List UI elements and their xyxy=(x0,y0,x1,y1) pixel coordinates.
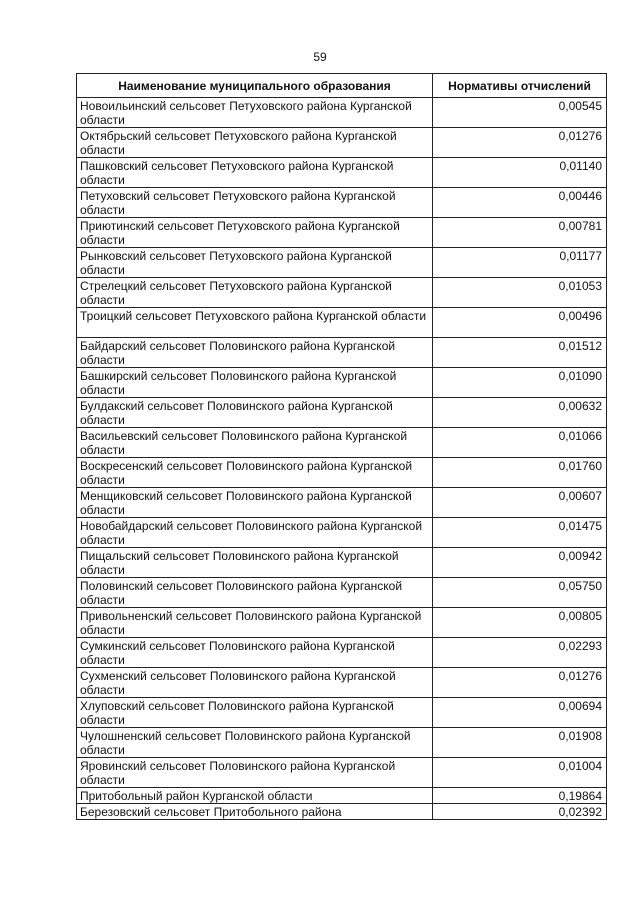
table-row xyxy=(77,668,607,698)
table-row xyxy=(77,128,607,158)
deduction-norm: 0,01276 xyxy=(433,128,607,158)
table-row xyxy=(77,428,607,458)
table-row xyxy=(77,308,607,338)
table-row xyxy=(77,218,607,248)
table-row xyxy=(77,398,607,428)
deduction-norm: 0,01140 xyxy=(433,158,607,188)
deduction-norm: 0,01066 xyxy=(433,428,607,458)
deduction-norm: 0,01090 xyxy=(433,368,607,398)
table-row xyxy=(77,548,607,578)
deduction-norm: 0,00694 xyxy=(433,698,607,728)
municipality-name: Октябрьский сельсовет Петуховского района Курганской области xyxy=(77,128,433,158)
deduction-norm: 0,05750 xyxy=(433,578,607,608)
table-header-row xyxy=(77,74,607,98)
deduction-norm: 0,00805 xyxy=(433,608,607,638)
table-row xyxy=(77,188,607,218)
municipality-name: Пищальский сельсовет Половинского района Курганской области xyxy=(77,548,433,578)
header-deduction-norms: Нормативы отчислений xyxy=(433,74,607,98)
table-row xyxy=(77,698,607,728)
municipality-name: Половинский сельсовет Половинского района Курганской области xyxy=(77,578,433,608)
deduction-norm: 0,01908 xyxy=(433,728,607,758)
header-municipality-name: Наименование муниципального образования xyxy=(77,74,433,98)
deduction-norm: 0,01512 xyxy=(433,338,607,368)
table-row xyxy=(77,458,607,488)
deduction-norm: 0,00545 xyxy=(433,98,607,128)
deduction-norm: 0,01053 xyxy=(433,278,607,308)
municipality-name: Приютинский сельсовет Петуховского района Курганской области xyxy=(77,218,433,248)
municipality-name: Стрелецкий сельсовет Петуховского района Курганской области xyxy=(77,278,433,308)
municipality-name: Воскресенский сельсовет Половинского района Курганской области xyxy=(77,458,433,488)
deduction-norm: 0,01177 xyxy=(433,248,607,278)
municipality-name: Сухменский сельсовет Половинского района Курганской области xyxy=(77,668,433,698)
municipality-name: Пашковский сельсовет Петуховского района Курганской области xyxy=(77,158,433,188)
deduction-norm: 0,01276 xyxy=(433,668,607,698)
municipality-name: Хлуповский сельсовет Половинского района Курганской области xyxy=(77,698,433,728)
deduction-norm: 0,00446 xyxy=(433,188,607,218)
deduction-norm: 0,00607 xyxy=(433,488,607,518)
deduction-norm: 0,00632 xyxy=(433,398,607,428)
municipality-name: Новобайдарский сельсовет Половинского района Курганской области xyxy=(77,518,433,548)
municipality-name: Яровинский сельсовет Половинского района Курганской области xyxy=(77,758,433,788)
deduction-norm: 0,01475 xyxy=(433,518,607,548)
table-row xyxy=(77,368,607,398)
municipality-name: Байдарский сельсовет Половинского района Курганской области xyxy=(77,338,433,368)
municipality-name: Петуховский сельсовет Петуховского района Курганской области xyxy=(77,188,433,218)
municipality-name: Менщиковский сельсовет Половинского района Курганской области xyxy=(77,488,433,518)
table-row xyxy=(77,788,607,804)
table-row xyxy=(77,608,607,638)
table-row xyxy=(77,248,607,278)
municipality-name: Притобольный район Курганской области xyxy=(77,788,433,804)
municipality-name: Новоильинский сельсовет Петуховского района Курганской области xyxy=(77,98,433,128)
table-row xyxy=(77,338,607,368)
norms-table xyxy=(76,73,607,820)
municipality-name: Башкирский сельсовет Половинского района Курганской области xyxy=(77,368,433,398)
deduction-norm: 0,01004 xyxy=(433,758,607,788)
municipality-name: Привольненский сельсовет Половинского района Курганской области xyxy=(77,608,433,638)
municipality-name: Троицкий сельсовет Петуховского района Курганской области xyxy=(77,308,433,338)
municipality-name: Васильевский сельсовет Половинского района Курганской области xyxy=(77,428,433,458)
deduction-norm: 0,00942 xyxy=(433,548,607,578)
deduction-norm: 0,01760 xyxy=(433,458,607,488)
table-row xyxy=(77,638,607,668)
municipality-name: Рынковский сельсовет Петуховского района Курганской области xyxy=(77,248,433,278)
deduction-norm: 0,00496 xyxy=(433,308,607,338)
table-row xyxy=(77,278,607,308)
deduction-norm: 0,02392 xyxy=(433,804,607,820)
deduction-norm: 0,19864 xyxy=(433,788,607,804)
table-row xyxy=(77,728,607,758)
municipality-name: Булдакский сельсовет Половинского района Курганской области xyxy=(77,398,433,428)
table-row xyxy=(77,758,607,788)
table-row xyxy=(77,518,607,548)
deduction-norm: 0,00781 xyxy=(433,218,607,248)
table-row xyxy=(77,804,607,820)
page-number: 59 xyxy=(313,50,327,64)
table-row xyxy=(77,158,607,188)
table-row xyxy=(77,98,607,128)
municipality-name: Березовский сельсовет Притобольного района xyxy=(77,804,433,820)
table-row xyxy=(77,488,607,518)
municipality-name: Чулошненский сельсовет Половинского района Курганской области xyxy=(77,728,433,758)
table-row xyxy=(77,578,607,608)
deduction-norm: 0,02293 xyxy=(433,638,607,668)
municipality-name: Сумкинский сельсовет Половинского района Курганской области xyxy=(77,638,433,668)
